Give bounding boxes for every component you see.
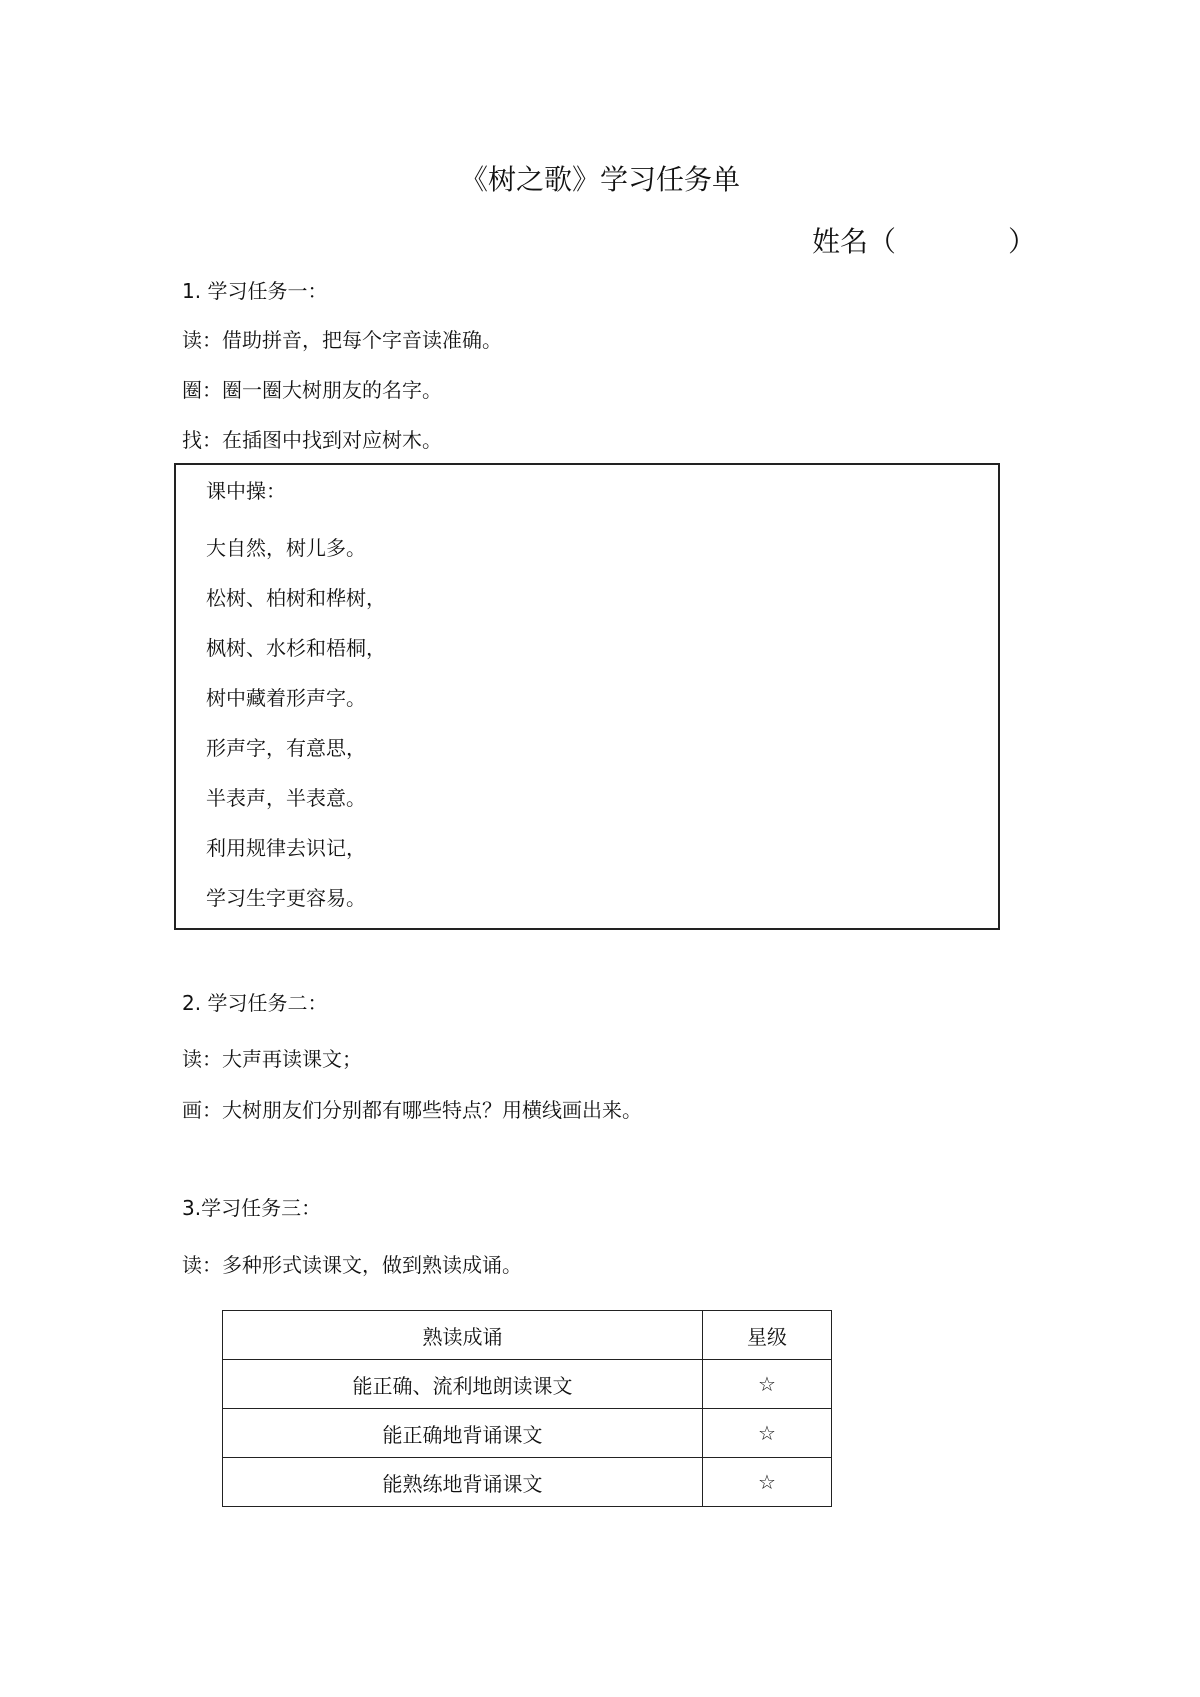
table-cell-task: 能熟练地背诵课文 [223, 1458, 703, 1507]
table-row [223, 1409, 832, 1458]
table-row [223, 1360, 832, 1409]
exercise-line: 形声字，有意思， [206, 736, 366, 760]
page-title: 《树之歌》学习任务单 [459, 163, 740, 196]
task3-line-read: 读：多种形式读课文，做到熟读成诵。 [182, 1253, 522, 1277]
table-cell-task: 能正确地背诵课文 [223, 1409, 703, 1458]
task3-heading: 3.学习任务三： [182, 1196, 322, 1220]
column-header-stars: 星级 [703, 1311, 832, 1360]
rating-table [222, 1310, 832, 1507]
table-row [223, 1458, 832, 1507]
task2-heading: 2. 学习任务二： [182, 991, 328, 1015]
task2-line-draw: 画：大树朋友们分别都有哪些特点？用横线画出来。 [182, 1098, 642, 1122]
name-close-paren: ） [1008, 225, 1037, 258]
star-icon[interactable]: ☆ [703, 1409, 832, 1458]
task1-line-circle: 圈：圈一圈大树朋友的名字。 [182, 378, 442, 402]
task1-line-read: 读：借助拼音，把每个字音读准确。 [182, 328, 502, 352]
exercise-heading: 课中操： [206, 479, 286, 503]
task1-line-find: 找：在插图中找到对应树木。 [182, 428, 442, 452]
name-field [812, 222, 1036, 262]
exercise-box [174, 463, 1000, 930]
exercise-line: 半表声，半表意。 [206, 786, 366, 810]
column-header-task: 熟读成诵 [223, 1311, 703, 1360]
exercise-line: 利用规律去识记， [206, 836, 366, 860]
exercise-line: 松树、柏树和桦树， [206, 586, 386, 610]
star-icon[interactable]: ☆ [703, 1360, 832, 1409]
table-header-row [223, 1311, 832, 1360]
task2-line-read: 读：大声再读课文； [182, 1047, 362, 1071]
exercise-line: 大自然，树儿多。 [206, 536, 366, 560]
name-label: 姓名（ [812, 225, 897, 258]
exercise-line: 学习生字更容易。 [206, 886, 366, 910]
table-cell-task: 能正确、流利地朗读课文 [223, 1360, 703, 1409]
exercise-line: 树中藏着形声字。 [206, 686, 366, 710]
exercise-line: 枫树、水杉和梧桐， [206, 636, 386, 660]
star-icon[interactable]: ☆ [703, 1458, 832, 1507]
task1-heading: 1. 学习任务一： [182, 279, 328, 303]
